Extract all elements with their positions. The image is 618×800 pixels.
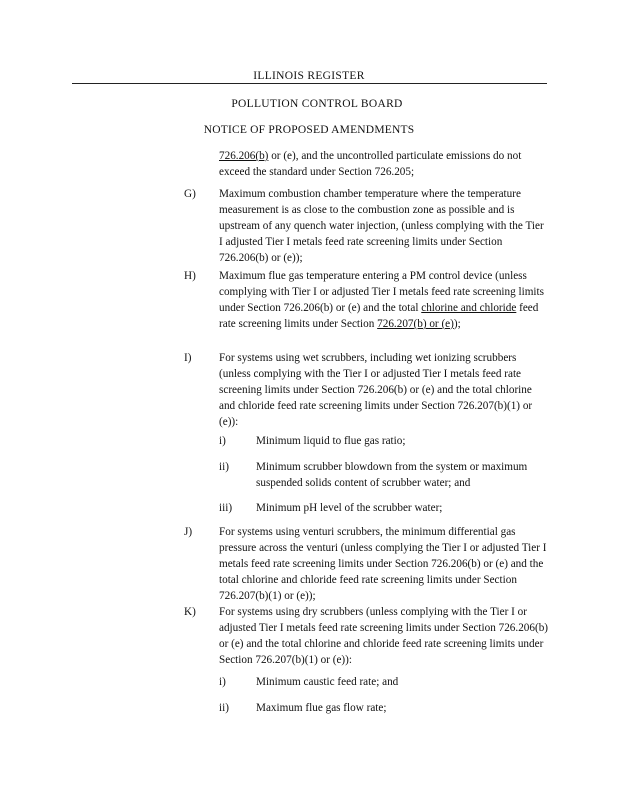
subitem-text-i-1: Minimum liquid to flue gas ratio; — [256, 435, 406, 447]
subitem-label-i-1: i) — [219, 435, 226, 447]
subitem-label-k-1: i) — [219, 676, 226, 688]
subitem-text-k-1: Minimum caustic feed rate; and — [256, 676, 399, 688]
continuation-rest: or (e), and the uncontrolled particulate emissions do not exceed the standard under Section 726.205; — [219, 150, 522, 178]
item-label-i: I) — [184, 352, 192, 364]
item-text-k: For systems using dry scrubbers (unless complying with the Tier I or adjusted Tier I metals feed rate screening limits under Section 726.206(b) or (e) and the total chlorine and chloride feed rate screening limits under Section 726.207(b)(1) or (e)): — [219, 606, 549, 666]
header-rule — [72, 83, 547, 84]
item-text-g: Maximum combustion chamber temperature where the temperature measurement is as close to the combustion zone as possible and is upstream of any quench water injection, (unless complying with the Tier I adjusted Tier I metals feed rate screening limits under Section 726.206(b) or (e)); — [219, 188, 544, 264]
item-label-j: J) — [184, 526, 193, 538]
item-h-part-3: ); — [453, 318, 461, 330]
item-h-underline-2: 726.207(b) or (e) — [377, 318, 454, 330]
notice-title: NOTICE OF PROPOSED AMENDMENTS — [203, 124, 415, 136]
board-name: POLLUTION CONTROL BOARD — [231, 98, 403, 110]
item-label-k: K) — [184, 606, 196, 618]
item-h-part-1: Maximum flue gas temperature entering a PM control device (unless complying with Tier I or adjusted Tier I metals feed rate screening limits under Section 726.206(b) or (e) and the total — [219, 270, 545, 314]
item-label-h: H) — [184, 270, 196, 282]
section-ref-underlined: 726.206(b) — [219, 150, 269, 162]
item-text-h — [219, 268, 549, 332]
subitem-text-i-2: Minimum scrubber blowdown from the system or maximum suspended solids content of scrubber water; and — [256, 461, 528, 489]
subitem-label-k-2: ii) — [219, 702, 229, 714]
subitem-label-i-3: iii) — [219, 502, 233, 514]
item-h-part-2: feed rate screening limits under Section — [219, 302, 539, 330]
item-text-j: For systems using venturi scrubbers, the minimum differential gas pressure across the venturi (unless complying the Tier I or adjusted Tier I metals feed rate screening limits under Section 726.206(b) or (e) and the total chlorine and chloride feed rate screening limits under Section 726.207(b)(1) or (e)); — [219, 526, 547, 602]
subitem-text-i-3: Minimum pH level of the scrubber water; — [256, 502, 443, 514]
item-text-i: For systems using wet scrubbers, including wet ionizing scrubbers (unless complying with the Tier I or adjusted Tier I metals feed rate screening limits under Section 726.206(b) or (e) and the total chlorine and chloride feed rate screening limits under Section 726.207(b)(1) or (e)): — [219, 352, 533, 428]
item-h-underline-1: chlorine and chloride — [421, 302, 517, 314]
subitem-label-i-2: ii) — [219, 461, 229, 473]
subitem-text-k-2: Maximum flue gas flow rate; — [256, 702, 387, 714]
continuation-text — [219, 148, 549, 180]
item-label-g: G) — [184, 188, 196, 200]
register-title: ILLINOIS REGISTER — [253, 70, 365, 82]
